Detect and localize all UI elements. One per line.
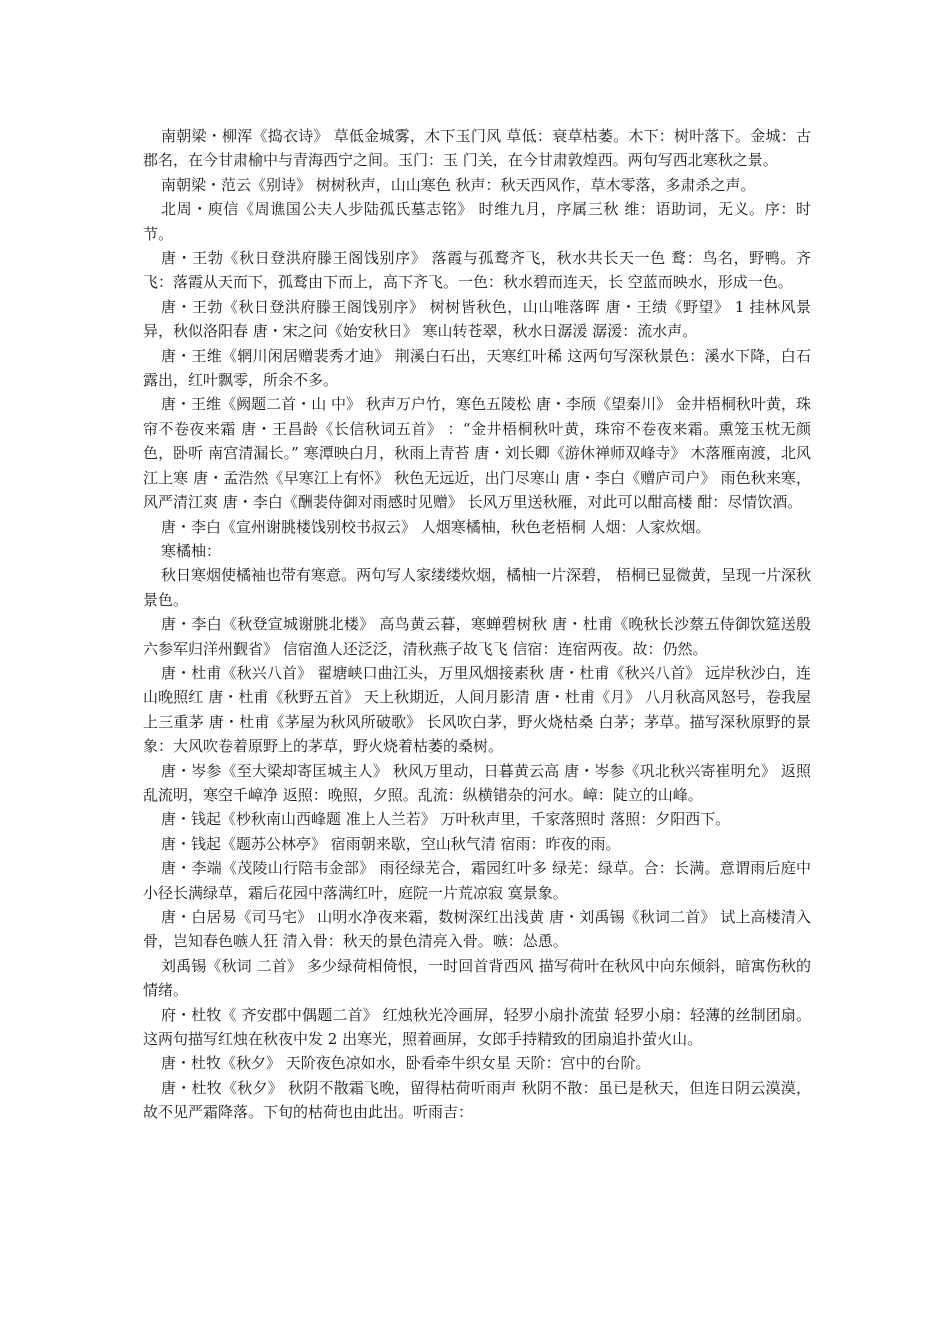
paragraph-liu-yuxi: 刘禹锡《秋词 二首》 多少绿荷相倚恨，一时回首背西风 描写荷叶在秋风中向东倾斜，暗寓伤秋的情绪。 [143,956,811,1000]
paragraph-han-ju-you-note: 秋日寒烟使橘袖也带有寒意。两句写人家缕缕炊烟，橘柚一片深碧， 梧桐已显微黄，呈现一片深秋景色。 [143,566,811,609]
paragraph-bai-juyi: 唐・白居易《司马宅》 山明水净夜来霜，数树深红出浅黄 唐・刘禹锡《秋词二首》 试上高楼清入骨，岂知春色嗾人狂 清入骨：秋天的景色清亮入骨。嗾：怂恿。 [143,908,811,951]
document-page [143,124,811,1125]
paragraph-fan-yun: 南朝梁・范云《别诗》 树树秋声，山山寒色 秋声：秋天西风作，草木零落，多肃杀之声。 [161,175,756,194]
paragraph-qian-qi-1: 唐・钱起《杪秋南山西峰题 准上人兰若》 万叶秋声里，千家落照时 落照：夕阳西下。 [161,810,731,829]
paragraph-du-fu: 唐・杜甫《秋兴八首》 翟塘峡口曲江头，万里风烟接素秋 唐・杜甫《秋兴八首》 远岸秋沙白，连山晚照红 唐・杜甫《秋野五首》 天上秋期近，人间月影清 唐・杜甫《月》 八月秋高风怒号，卷我屋上三重茅 唐・杜甫《茅屋为秋风所破歌》 长风吹白茅，野火烧枯桑 白茅；茅草。描写深秋原野的景象：大风吹卷着原野上的茅草，野火烧着枯萎的桑树。 [143,663,811,756]
paragraph-yu-xin: 北周・庾信《周谯国公夫人步陆孤氏墓志铭》 时维九月，序属三秋 维：语助词，无义。序：时节。 [143,200,811,243]
paragraph-wang-wei-2: 唐・王维《阙题二首・山 中》 秋声万户竹，寒色五陵松 唐・李颀《望秦川》 金井梧桐秋叶黄，珠帘不卷夜来霜 唐・王昌龄《长信秋词五首》 ：“金井梧桐秋叶黄，珠帘不卷夜来霜。熏笼玉枕无颜色，卧听 南宫清漏长。” 寒潭映白月，秋雨上青苔 唐・刘长卿《游休禅师双峰寺》 木落雁南渡，北风江上寒 唐・孟浩然《早寒江上有怀》 秋色无远近，出门尽寒山 唐・李白《赠庐司户》 雨色秋来寒，风严清江爽 唐・李白《酬裴侍御对雨感时见赠》 长风万里送秋雁，对此可以酣高楼 酣：尽情饮酒。 [143,395,811,512]
paragraph-wang-bo-2: 唐・王勃《秋日登洪府滕王阁饯别序》 树树皆秋色，山山唯落晖 唐・王绩《野望》 1 挂林风景异，秋似洛阳春 唐・宋之问《始安秋日》 寒山转苍翠，秋水日潺湲 潺湲：流水声。 [143,297,811,341]
paragraph-du-mu-3: 唐・杜牧《秋夕》 秋阴不散霜飞晚，留得枯荷听雨声 秋阴不散：虽已是秋天，但连日阴云漠漠，故不见严霜降落。下旬的枯荷也由此出。听雨吉： [143,1078,811,1122]
paragraph-wang-wei-1: 唐・王维《辋川闲居赠裴秀才迪》 荆溪白石出，天寒红叶稀 这两句写深秋景色：溪水下降，白石露出，红叶飘零，所余不多。 [143,346,811,390]
paragraph-cen-shen: 唐・岑参《至大梁却寄匡城主人》 秋风万里动，日暮黄云高 唐・岑参《巩北秋兴寄崔明允》 返照乱流明，寒空千嶂净 返照：晚照，夕照。乱流：纵横错杂的河水。嶂：陡立的山峰。 [143,761,811,804]
paragraph-liu-hun: 南朝梁・柳浑《捣衣诗》 草低金城雾，木下玉门风 草低：衰草枯萎。木下：树叶落下。金城：古郡名，在今甘肃榆中与青海西宁之间。玉门：玉 门关，在今甘肃敦煌西。两句写西北寒秋之景。 [143,127,811,170]
paragraph-li-bai-2: 唐・李白《秋登宣城谢朓北楼》 高鸟黄云暮，寒蝉碧树秋 唐・杜甫《晚秋长沙蔡五侍御饮筵送殷六参军归洋州觐省》 信宿渔人还泛泛，清秋燕子故飞飞 信宿：连宿两夜。故：仍然。 [143,615,811,658]
paragraph-du-mu-1: 府・杜牧《 齐安郡中偶题二首》 红烛秋光冷画屏，轻罗小扇扑流萤 轻罗小扇：轻薄的丝制团扇。这两句描写红烛在秋夜中发 2 出寒光，照着画屏，女郎手持精致的团扇追扑萤火山。 [143,1005,811,1049]
paragraph-du-mu-2: 唐・杜牧《秋夕》 天阶夜色凉如水，卧看牵牛织女星 天阶：宫中的台阶。 [161,1054,651,1073]
paragraph-han-ju-you: 寒橘柚： [161,541,222,560]
paragraph-qian-qi-2: 唐・钱起《题苏公林亭》 宿雨朝来歇，空山秋气清 宿雨：昨夜的雨。 [161,834,621,853]
paragraph-wang-bo-1: 唐・王勃《秋日登洪府滕王阁饯别序》 落霞与孤鹜齐飞，秋水共长天一色 鹜：鸟名，野鸭。齐飞：落霞从天而下，孤鹜由下而上，高下齐飞。一色：秋水碧而连天，长 空蓝而映水，形成一色。 [143,249,811,292]
paragraph-li-duan: 唐・李端《茂陵山行陪韦金部》 雨径绿芜合，霜园红叶多 绿芜：绿草。合：长满。意谓雨后庭中小径长满绿草，霜后花园中落满红叶，庭院一片荒凉寂 寞景象。 [143,859,811,902]
paragraph-li-bai-1: 唐・李白《宣州谢朓楼饯别校书叔云》 人烟寒橘柚，秋色老梧桐 人烟：人家炊烟。 [161,517,711,536]
